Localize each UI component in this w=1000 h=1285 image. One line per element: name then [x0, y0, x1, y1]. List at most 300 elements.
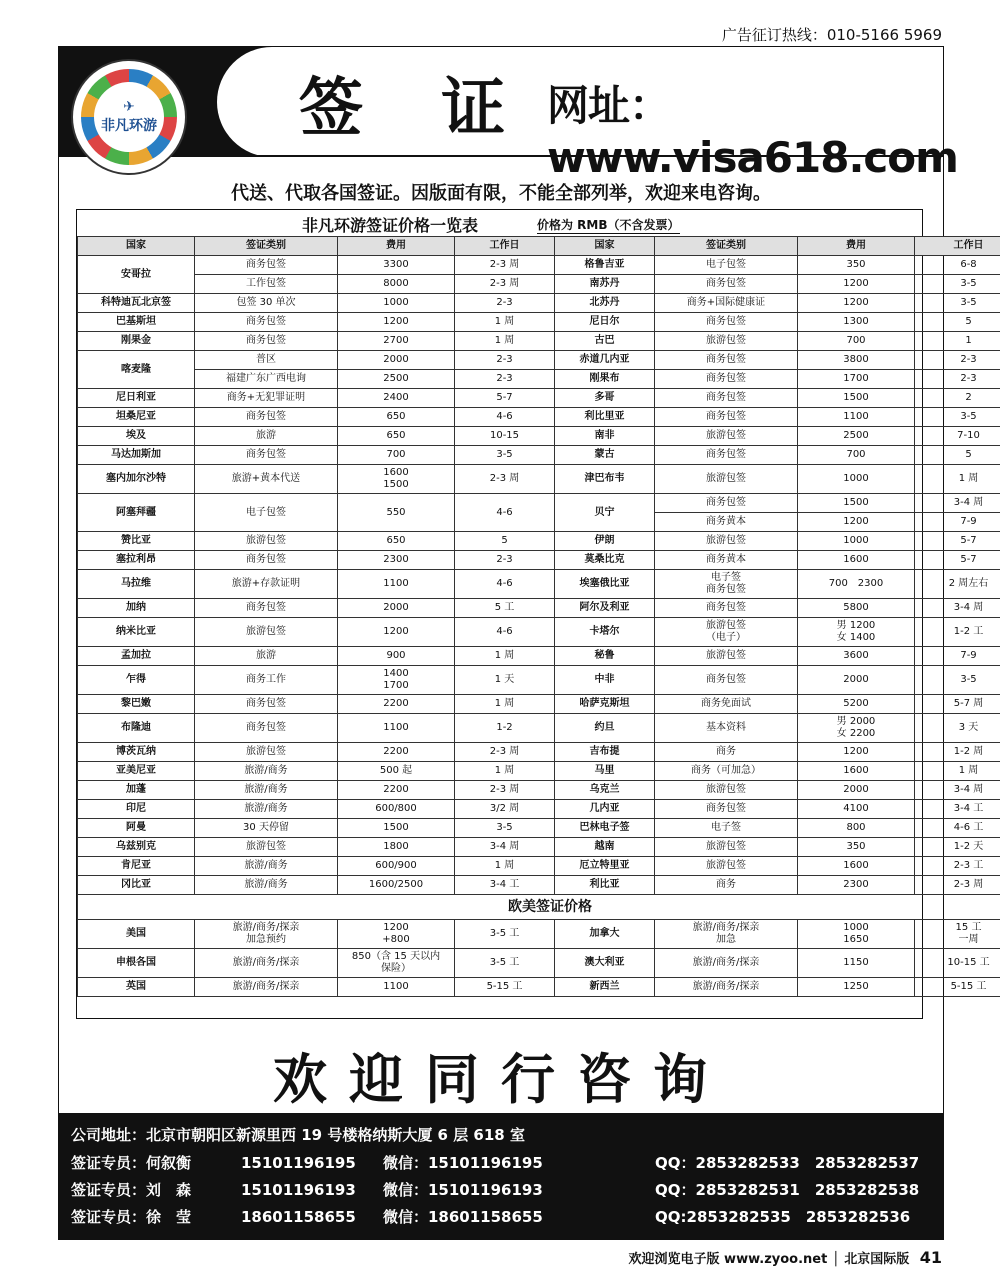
table-cell: 2-3 周	[455, 743, 555, 762]
country-cell: 阿曼	[78, 819, 195, 838]
table-cell: 工作包签	[195, 275, 338, 294]
table-cell: 4100	[798, 800, 915, 819]
country-cell: 塞拉利昂	[78, 551, 195, 570]
brand-logo	[71, 59, 187, 175]
table-cell: 8000	[338, 275, 455, 294]
contact-footer	[59, 1113, 943, 1239]
table-cell: 1-2	[455, 714, 555, 743]
table-cell: 2-3	[915, 370, 1000, 389]
table-cell: 福建广东广西电询	[195, 370, 338, 389]
table-cell: 旅游/商务	[195, 781, 338, 800]
table-cell: 男 1200 女 1400	[798, 618, 915, 647]
table-row	[78, 743, 1000, 762]
table-row	[78, 647, 1000, 666]
page-number: 41	[919, 1248, 942, 1267]
table-cell: 7-9	[915, 647, 1000, 666]
table-cell: 商务包签	[655, 800, 798, 819]
table-cell: 电子签 商务包签	[655, 570, 798, 599]
table-cell: 1 周	[455, 857, 555, 876]
table-cell: 5-7	[915, 532, 1000, 551]
country-cell: 津巴布韦	[555, 465, 655, 494]
table-cell: 3 天	[915, 714, 1000, 743]
table-cell: 700	[338, 446, 455, 465]
country-cell: 冈比亚	[78, 876, 195, 895]
page-frame	[58, 46, 990, 1240]
contact-qq: QQ:2853282535 2853282536	[655, 1208, 911, 1226]
country-cell: 科特迪瓦北京签	[78, 294, 195, 313]
country-cell: 塞内加尔沙特	[78, 465, 195, 494]
table-cell: 旅游/商务	[195, 857, 338, 876]
table-cell: 1200	[798, 275, 915, 294]
table-cell: 旅游/商务/探亲	[195, 949, 338, 978]
table-cell: 商务黄本	[655, 513, 798, 532]
country-cell: 莫桑比克	[555, 551, 655, 570]
table-cell: 3-5	[915, 666, 1000, 695]
column-header: 国家	[555, 237, 655, 256]
country-cell: 卡塔尔	[555, 618, 655, 647]
contact-phone: 15101196193	[241, 1181, 356, 1199]
table-cell: 1 周	[455, 695, 555, 714]
table-cell: 3-4 周	[915, 599, 1000, 618]
country-cell: 格鲁吉亚	[555, 256, 655, 275]
table-row	[78, 599, 1000, 618]
contact-qq: QQ：2853282531 2853282538	[655, 1181, 920, 1199]
table-cell: 1600/2500	[338, 876, 455, 895]
contact-name: 签证专员：徐 莹	[71, 1208, 192, 1226]
table-cell: 旅游/商务	[195, 876, 338, 895]
table-cell: 850（含 15 天以内 保险）	[338, 949, 455, 978]
country-cell: 中非	[555, 666, 655, 695]
logo-ring	[81, 69, 177, 165]
table-cell: 商务包签	[195, 551, 338, 570]
table-cell: 1200	[338, 313, 455, 332]
page-footer	[629, 1248, 942, 1267]
table-cell: 4-6	[455, 408, 555, 427]
table-cell: 1000 1650	[798, 920, 915, 949]
table-cell: 5-15 工	[915, 978, 1000, 997]
company-address: 公司地址：北京市朝阳区新源里西 19 号楼格纳斯大厦 6 层 618 室	[71, 1126, 525, 1144]
table-cell: 普区	[195, 351, 338, 370]
table-cell: 3300	[338, 256, 455, 275]
table-cell: 1200	[798, 743, 915, 762]
table-cell: 2-3	[915, 351, 1000, 370]
table-cell: 650	[338, 408, 455, 427]
table-row	[78, 332, 1000, 351]
country-cell: 伊朗	[555, 532, 655, 551]
table-cell: 3-4 周	[915, 781, 1000, 800]
table-row	[78, 920, 1000, 949]
table-cell: 1-2 工	[915, 618, 1000, 647]
country-cell: 巴基斯坦	[78, 313, 195, 332]
table-cell: 旅游包签	[655, 781, 798, 800]
table-cell: 500 起	[338, 762, 455, 781]
table-cell: 旅游包签	[195, 838, 338, 857]
country-cell: 吉布提	[555, 743, 655, 762]
table-cell: 3-5	[915, 294, 1000, 313]
table-cell: 600/900	[338, 857, 455, 876]
table-cell: 旅游/商务	[195, 762, 338, 781]
table-cell: 1 周	[915, 762, 1000, 781]
contact-name: 签证专员：刘 森	[71, 1181, 192, 1199]
country-cell: 新西兰	[555, 978, 655, 997]
table-cell: 2300	[798, 876, 915, 895]
country-cell: 纳米比亚	[78, 618, 195, 647]
table-cell: 700 2300	[798, 570, 915, 599]
table-cell: 电子包签	[655, 256, 798, 275]
table-cell: 电子包签	[195, 494, 338, 532]
table-row	[78, 762, 1000, 781]
footer-text: 欢迎浏览电子版 www.zyoo.net │ 北京国际版	[628, 1252, 910, 1267]
country-cell: 肯尼亚	[78, 857, 195, 876]
table-cell: 700	[798, 446, 915, 465]
table-cell: 商务黄本	[655, 551, 798, 570]
table-row	[78, 275, 1000, 294]
table-cell: 1100	[338, 570, 455, 599]
welcome-banner: 欢迎同行咨询	[273, 1047, 729, 1111]
country-cell: 越南	[555, 838, 655, 857]
table-cell: 1200	[798, 513, 915, 532]
country-cell: 加蓬	[78, 781, 195, 800]
table-cell: 2 周左右	[915, 570, 1000, 599]
table-cell: 商务免面试	[655, 695, 798, 714]
table-cell: 1500	[338, 819, 455, 838]
country-cell: 厄立特里亚	[555, 857, 655, 876]
table-cell: 电子签	[655, 819, 798, 838]
table-cell: 2000	[798, 781, 915, 800]
table-cell: 旅游/商务/探亲	[655, 978, 798, 997]
contact-wechat: 微信：18601158655	[383, 1208, 543, 1226]
table-cell: 1400 1700	[338, 666, 455, 695]
table-cell: 商务+国际健康证	[655, 294, 798, 313]
country-cell: 布隆迪	[78, 714, 195, 743]
table-cell: 旅游包签	[655, 332, 798, 351]
plane-icon: ✈	[123, 99, 135, 115]
table-cell: 旅游	[195, 427, 338, 446]
table-row	[78, 408, 1000, 427]
table-cell: 2000	[798, 666, 915, 695]
country-cell: 乌克兰	[555, 781, 655, 800]
column-header: 国家	[78, 237, 195, 256]
table-cell: 旅游包签	[655, 465, 798, 494]
table-cell: 3-5	[455, 819, 555, 838]
country-cell: 乍得	[78, 666, 195, 695]
table-cell: 3-5 工	[455, 949, 555, 978]
table-cell: 2300	[338, 551, 455, 570]
table-cell: 1100	[338, 978, 455, 997]
table-cell: 800	[798, 819, 915, 838]
table-cell: 3-4 周	[455, 838, 555, 857]
table-cell: 旅游/商务/探亲	[655, 949, 798, 978]
table-cell: 2-3 周	[915, 876, 1000, 895]
table-row	[78, 838, 1000, 857]
table-cell: 10-15	[455, 427, 555, 446]
table-cell: 商务包签	[655, 313, 798, 332]
table-row	[78, 389, 1000, 408]
table-cell: 1 周	[455, 332, 555, 351]
table-cell: 3800	[798, 351, 915, 370]
price-table	[77, 236, 1000, 997]
table-cell: 1 周	[915, 465, 1000, 494]
table-cell: 1 周	[455, 762, 555, 781]
country-cell: 阿尔及利亚	[555, 599, 655, 618]
table-cell: 4-6	[455, 618, 555, 647]
table-cell: 商务（可加急）	[655, 762, 798, 781]
table-cell: 1000	[798, 532, 915, 551]
table-cell: 1100	[338, 714, 455, 743]
table-cell: 1 周	[455, 647, 555, 666]
table-row	[78, 857, 1000, 876]
table-cell: 1 天	[455, 666, 555, 695]
table-cell: 5-7 周	[915, 695, 1000, 714]
table-row	[78, 494, 1000, 513]
table-cell: 2000	[338, 599, 455, 618]
country-cell: 黎巴嫩	[78, 695, 195, 714]
table-cell: 1200 +800	[338, 920, 455, 949]
table-cell: 350	[798, 256, 915, 275]
table-cell: 旅游+黄本代送	[195, 465, 338, 494]
country-cell: 利比亚	[555, 876, 655, 895]
table-row	[78, 666, 1000, 695]
table-cell: 商务包签	[655, 666, 798, 695]
table-cell: 3-5 工	[455, 920, 555, 949]
table-row	[78, 446, 1000, 465]
country-cell: 秘鲁	[555, 647, 655, 666]
table-cell: 350	[798, 838, 915, 857]
table-cell: 旅游包签	[655, 838, 798, 857]
table-cell: 2-3	[455, 370, 555, 389]
table-cell: 3-5	[915, 275, 1000, 294]
table-cell: 5800	[798, 599, 915, 618]
table-cell: 650	[338, 427, 455, 446]
table-cell: 700	[798, 332, 915, 351]
table-cell: 2400	[338, 389, 455, 408]
table-cell: 4-6	[455, 570, 555, 599]
column-header: 工作日	[455, 237, 555, 256]
country-cell: 赞比亚	[78, 532, 195, 551]
table-cell: 5-15 工	[455, 978, 555, 997]
table-cell: 2-3 周	[455, 465, 555, 494]
table-cell: 2500	[338, 370, 455, 389]
table-row	[78, 618, 1000, 647]
table-cell: 5 工	[455, 599, 555, 618]
table-cell: 2	[915, 389, 1000, 408]
table-cell: 3-5	[915, 408, 1000, 427]
table-cell: 1600	[798, 857, 915, 876]
hotline: 广告征订热线：010-5166 5969	[721, 26, 942, 44]
table-cell: 3-5	[455, 446, 555, 465]
table-cell: 2200	[338, 743, 455, 762]
country-cell: 利比里亚	[555, 408, 655, 427]
table-cell: 1600	[798, 762, 915, 781]
table-cell: 旅游包签	[655, 532, 798, 551]
table-cell: 1-2 周	[915, 743, 1000, 762]
table-cell: 商务包签	[655, 389, 798, 408]
table-cell: 2700	[338, 332, 455, 351]
price-table-box	[76, 209, 990, 1019]
table-cell: 商务包签	[655, 599, 798, 618]
table-cell: 10-15 工	[915, 949, 1000, 978]
table-cell: 旅游/商务	[195, 800, 338, 819]
table-cell: 5-7	[915, 551, 1000, 570]
table-cell: 4-6 工	[915, 819, 1000, 838]
table-row	[78, 256, 1000, 275]
table-row	[78, 294, 1000, 313]
table-cell: 旅游+存款证明	[195, 570, 338, 599]
table-cell: 2200	[338, 781, 455, 800]
table-cell: 2-3 工	[915, 857, 1000, 876]
country-cell: 英国	[78, 978, 195, 997]
table-cell: 1700	[798, 370, 915, 389]
table-cell: 1500	[798, 494, 915, 513]
table-cell: 商务工作	[195, 666, 338, 695]
table-cell: 2-3 周	[455, 275, 555, 294]
page-title: 签 证	[299, 71, 534, 146]
country-cell: 加纳	[78, 599, 195, 618]
table-cell: 7-10	[915, 427, 1000, 446]
table-cell: 1-2 天	[915, 838, 1000, 857]
table-row	[78, 819, 1000, 838]
table-cell: 包签 30 单次	[195, 294, 338, 313]
table-cell: 2500	[798, 427, 915, 446]
table-cell: 1000	[798, 465, 915, 494]
country-cell: 几内亚	[555, 800, 655, 819]
table-row	[78, 714, 1000, 743]
table-cell: 4-6	[455, 494, 555, 532]
table-cell: 旅游/商务/探亲	[195, 978, 338, 997]
contact-name: 签证专员：何叙衡	[71, 1154, 192, 1172]
table-cell: 1200	[798, 294, 915, 313]
europe-section-title: 欧美签证价格	[78, 895, 1000, 920]
table-cell: 商务包签	[655, 370, 798, 389]
table-row	[78, 800, 1000, 819]
table-cell: 旅游/商务/探亲 加急预约	[195, 920, 338, 949]
country-cell: 古巴	[555, 332, 655, 351]
table-row	[78, 465, 1000, 494]
table-cell: 3-4 周	[915, 494, 1000, 513]
country-cell: 澳大利亚	[555, 949, 655, 978]
table-cell: 1000	[338, 294, 455, 313]
table-cell: 1	[915, 332, 1000, 351]
country-cell: 尼日尔	[555, 313, 655, 332]
table-cell: 商务包签	[655, 408, 798, 427]
country-cell: 埃塞俄比亚	[555, 570, 655, 599]
table-cell: 男 2000 女 2200	[798, 714, 915, 743]
contact-wechat: 微信：15101196195	[383, 1154, 543, 1172]
table-cell: 2-3	[455, 551, 555, 570]
table-cell: 基本资料	[655, 714, 798, 743]
table-cell: 商务包签	[195, 313, 338, 332]
table-cell: 旅游包签 （电子）	[655, 618, 798, 647]
table-cell: 1500	[798, 389, 915, 408]
country-cell: 安哥拉	[78, 256, 195, 294]
table-cell: 2-3 周	[455, 256, 555, 275]
country-cell: 马里	[555, 762, 655, 781]
table-cell: 900	[338, 647, 455, 666]
table-cell: 5200	[798, 695, 915, 714]
table-row	[78, 570, 1000, 599]
section-row	[78, 895, 1000, 920]
country-cell: 赤道几内亚	[555, 351, 655, 370]
table-cell: 1600 1500	[338, 465, 455, 494]
country-cell: 约旦	[555, 714, 655, 743]
table-cell: 5-7	[455, 389, 555, 408]
country-cell: 坦桑尼亚	[78, 408, 195, 427]
country-cell: 埃及	[78, 427, 195, 446]
table-cell: 商务包签	[655, 446, 798, 465]
country-cell: 阿塞拜疆	[78, 494, 195, 532]
table-cell: 1800	[338, 838, 455, 857]
table-cell: 7-9	[915, 513, 1000, 532]
table-cell: 2200	[338, 695, 455, 714]
table-row	[78, 370, 1000, 389]
table-cell: 商务包签	[195, 408, 338, 427]
price-note: 价格为 RMB（不含发票）	[537, 218, 680, 232]
country-cell: 贝宁	[555, 494, 655, 532]
table-cell: 5	[455, 532, 555, 551]
country-cell: 博茨瓦纳	[78, 743, 195, 762]
column-header: 费用	[338, 237, 455, 256]
contact-wechat: 微信：15101196193	[383, 1181, 543, 1199]
table-cell: 1250	[798, 978, 915, 997]
table-cell: 2000	[338, 351, 455, 370]
table-cell: 商务包签	[195, 332, 338, 351]
table-cell: 商务	[655, 743, 798, 762]
table-cell: 旅游包签	[655, 857, 798, 876]
country-cell: 巴林电子签	[555, 819, 655, 838]
table-cell: 旅游/商务/探亲 加急	[655, 920, 798, 949]
table-cell: 旅游	[195, 647, 338, 666]
table-cell: 商务包签	[655, 275, 798, 294]
table-cell: 30 天停留	[195, 819, 338, 838]
column-header: 签证类别	[195, 237, 338, 256]
table-cell: 6-8	[915, 256, 1000, 275]
table-cell: 1300	[798, 313, 915, 332]
country-cell: 尼日利亚	[78, 389, 195, 408]
contact-phone: 15101196195	[241, 1154, 356, 1172]
table-cell: 商务包签	[655, 494, 798, 513]
slogan: 代送、代取各国签证。因版面有限，不能全部列举，欢迎来电咨询。	[231, 183, 771, 204]
table-cell: 商务+无犯罪证明	[195, 389, 338, 408]
table-row	[78, 532, 1000, 551]
table-row	[78, 551, 1000, 570]
table-cell: 1100	[798, 408, 915, 427]
country-cell: 北苏丹	[555, 294, 655, 313]
table-cell: 商务包签	[195, 714, 338, 743]
table-row	[78, 949, 1000, 978]
country-cell: 蒙古	[555, 446, 655, 465]
country-cell: 多哥	[555, 389, 655, 408]
country-cell: 刚果金	[78, 332, 195, 351]
table-cell: 1200	[338, 618, 455, 647]
table-row	[78, 781, 1000, 800]
table-row	[78, 427, 1000, 446]
country-cell: 南非	[555, 427, 655, 446]
table-cell: 商务	[655, 876, 798, 895]
table-cell: 1600	[798, 551, 915, 570]
country-cell: 孟加拉	[78, 647, 195, 666]
table-header-row	[78, 237, 1000, 256]
country-cell: 印尼	[78, 800, 195, 819]
table-row	[78, 313, 1000, 332]
table-cell: 商务包签	[195, 695, 338, 714]
table-cell: 5	[915, 446, 1000, 465]
table-cell: 5	[915, 313, 1000, 332]
logo-text: 非凡环游	[101, 118, 157, 134]
table-cell: 2-3 周	[455, 781, 555, 800]
table-cell: 550	[338, 494, 455, 532]
table-cell: 3-4 工	[915, 800, 1000, 819]
country-cell: 喀麦隆	[78, 351, 195, 389]
